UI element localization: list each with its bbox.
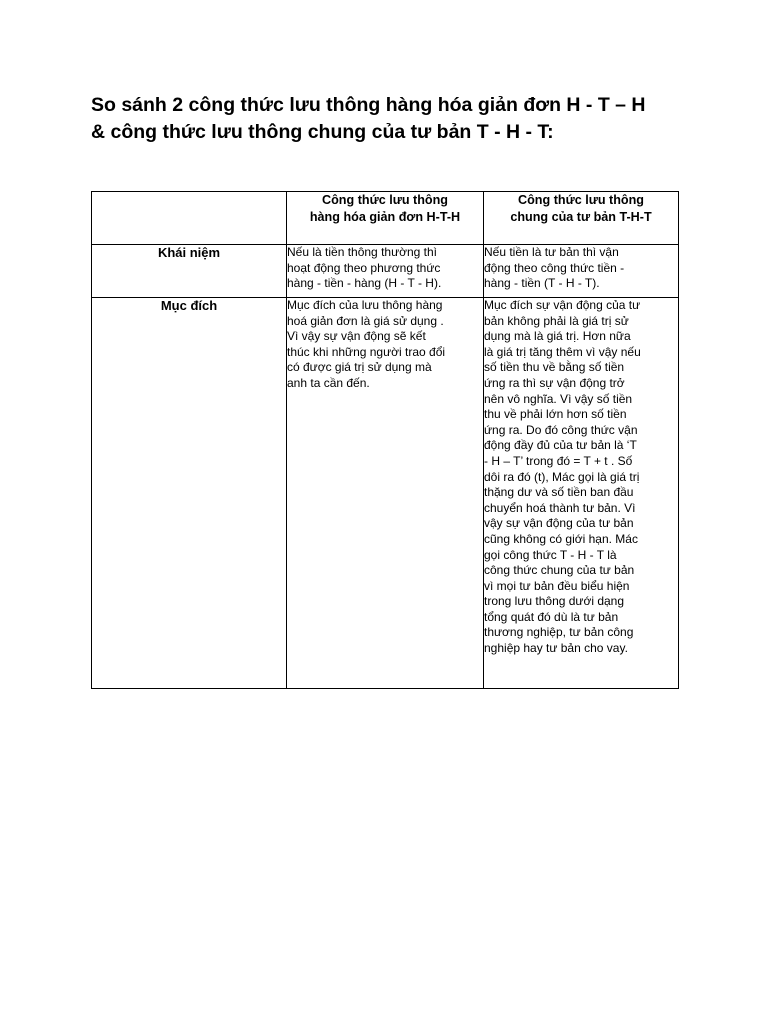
comparison-table	[91, 191, 679, 689]
table-corner-cell	[92, 192, 287, 245]
cell-text-line: tổng quát đó dù là tư bản	[484, 609, 619, 624]
cell-text-line: vậy sự vận động của tư bản	[484, 516, 634, 531]
cell-text-line: chuyển hoá thành tư bản. Vì	[484, 500, 636, 515]
column-header-line: Công thức lưu thông	[518, 193, 644, 207]
table-cell-purpose-capital	[484, 298, 679, 689]
cell-text-line: là giá trị tăng thêm vì vậy nếu	[484, 344, 641, 359]
table-cell-purpose-simple	[287, 298, 484, 689]
cell-text-line: hàng - tiền (T - H - T).	[484, 276, 600, 291]
cell-text-line: dôi ra đó (t), Mác gọi là giá trị	[484, 469, 640, 484]
column-header-line: chung của tư bản T-H-T	[510, 210, 652, 224]
table-row-purpose	[92, 298, 679, 689]
cell-text-line: trong lưu thông dưới dạng	[484, 594, 625, 609]
cell-text-line: cũng không có giới hạn. Mác	[484, 531, 638, 546]
cell-text-line: hoá giản đơn là giá sử dụng .	[287, 313, 444, 328]
cell-text-line: - H – T’ trong đó = T + t . Số	[484, 453, 633, 468]
cell-text-line: động theo công thức tiền -	[484, 260, 625, 275]
cell-text-line: số tiền thu về bằng số tiền	[484, 360, 625, 375]
cell-text-line: ứng ra. Do đó công thức vận	[484, 422, 638, 437]
row-header-purpose: Mục đích	[92, 298, 287, 689]
cell-text-line: Nếu là tiền thông thường thì	[287, 245, 437, 259]
cell-text-line: vì mọi tư bản đều biểu hiện	[484, 578, 630, 593]
document-title	[91, 92, 711, 146]
column-header-line: Công thức lưu thông	[322, 193, 448, 207]
cell-text-line: công thức chung của tư bản	[484, 563, 635, 578]
document-title-line: So sánh 2 công thức lưu thông hàng hóa giản đơn H - T – H	[91, 94, 646, 116]
cell-text-line: thúc khi những người trao đổi	[287, 344, 446, 359]
cell-text-line: gọi công thức T - H - T là	[484, 547, 617, 562]
cell-text-line: Mục đích sự vận động của tư	[484, 298, 641, 312]
column-header-line: hàng hóa giản đơn H-T-H	[309, 210, 461, 224]
cell-text-line: dụng mà là giá trị. Hơn nữa	[484, 329, 631, 344]
cell-text-line: thặng dư và số tiền ban đầu	[484, 485, 634, 500]
cell-text-line: thương nghiệp, tư bản công	[484, 625, 634, 640]
table-row-concept	[92, 245, 679, 298]
row-header-concept: Khái niệm	[92, 245, 287, 298]
cell-text-line: hàng - tiền - hàng (H - T - H).	[287, 276, 442, 291]
cell-text-line: ứng ra thì sự vận động trở	[484, 375, 625, 390]
cell-text-line: nghiệp hay tư bản cho vay.	[484, 641, 628, 656]
document-title-line: & công thức lưu thông chung của tư bản T - H - T:	[91, 121, 554, 143]
cell-text-line: anh ta cần đến.	[287, 375, 370, 390]
cell-text-line: nên vô nghĩa. Vì vậy số tiền	[484, 391, 633, 406]
cell-text-line: động đầy đủ của tư bản là ‘T	[484, 438, 637, 453]
cell-text-line: Vì vậy sự vận động sẽ kết	[287, 329, 426, 344]
table-cell-concept-simple	[287, 245, 484, 298]
cell-text-line: bản không phải là giá trị sử	[484, 313, 629, 328]
table-header-row	[92, 192, 679, 245]
column-header-simple-circulation	[287, 192, 484, 245]
cell-text-line: thu về phải lớn hơn số tiền	[484, 407, 627, 422]
table-cell-concept-capital	[484, 245, 679, 298]
cell-text-line: có được giá trị sử dụng mà	[287, 360, 432, 375]
cell-text-line: Nếu tiền là tư bản thì vận	[484, 245, 619, 259]
cell-text-line: Mục đích của lưu thông hàng	[287, 298, 443, 312]
cell-text-line: hoạt động theo phương thức	[287, 260, 441, 275]
column-header-capital-formula	[484, 192, 679, 245]
